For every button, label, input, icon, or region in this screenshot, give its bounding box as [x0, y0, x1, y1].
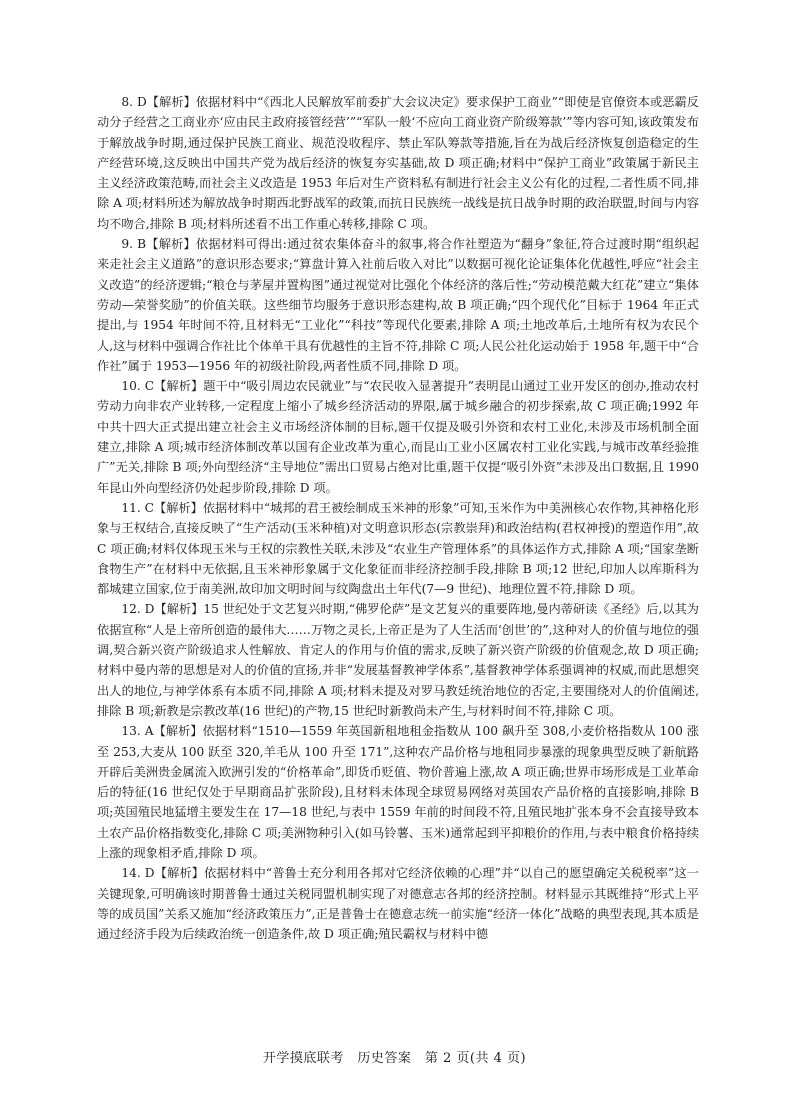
answer-item-14: 14. D【解析】依据材料中“普鲁士充分利用各邦对它经济依赖的心理”并“以自己的愿望确定关税税率”这一关键现象,可明确该时期普鲁士通过关税同盟机制实现了对德意志各邦的经济控制。材料显示其既维持“形式上平等的成员国”关系又施加“经济政策压力”,正是普鲁士在德意志统一前实施“经济一体化”战略的典型表现,其本质是通过经济手段为后续政治统一创造条件,故 D 项正确;殖民霸权与材料中德 [97, 866, 699, 942]
answer-item-11: 11. C【解析】依据材料中“城邦的君王被绘制成玉米神的形象”可知,玉米作为中美洲核心农作物,其神格化形象与王权结合,直接反映了“生产活动(玉米种植)对文明意识形态(宗教崇拜)和政治结构(君权神授)的塑造作用”,故 C 项正确;材料仅体现玉米与王权的宗教性关联,未涉及“农业生产管理体系”的具体运作方式,排除 A 项;“国家垄断食物生产”在材料中无依据,且玉米神形象属于文化象征而非经济控制手段,排除 B 项;12 世纪,印加人以库斯科为都城建立国家,位于南美洲,故印加文明时间与纹陶盘出土年代(7—9 世纪)、地理位置不符,排除 D 项。 [97, 500, 699, 597]
page-footer: 开学摸底联考 历史答案 第 2 页(共 4 页) [262, 1051, 527, 1066]
answer-item-10: 10. C【解析】题干中“吸引周边农民就业”与“农民收入显著提升”表明昆山通过工业开发区的创办,推动农村劳动力向非农产业转移,一定程度上缩小了城乡经济活动的界限,属于城乡融合的初步探索,故 C 项正确;1992 年中共十四大正式提出建立社会主义市场经济体制的目标,题干仅提及吸引外资和农村工业化,未涉及市场机制全面建立,排除 A 项;城市经济体制改革以国有企业改革为重心,而昆山工业小区属农村工业化实践,与城市改革经验推广”无关,排除 B 项;外向型经济“主导地位”需出口贸易占绝对比重,题干仅提“吸引外资”未涉及出口数据,且 1990 年昆山外向型经济仍处起步阶段,排除 D 项。 [97, 379, 699, 495]
answer-content [97, 92, 699, 944]
answer-item-8: 8. D【解析】依据材料中“《西北人民解放军前委扩大会议决定》要求保护工商业”“即使是官僚资本或恶霸反动分子经营之工商业亦‘应由民主政府接管经营’”“军队一般‘不应向工商业资产阶级筹款’”等内容可知,该政策发布于解放战争时期,通过保护民族工商业、规范没收程序、禁止军队筹款等措施,旨在为战后经济恢复创造稳定的生产经营环境,这反映出中国共产党为战后经济的恢复夯实基础,故 D 项正确;材料中“保护工商业”政策属于新民主主义经济政策范畴,而社会主义改造是 1953 年后对生产资料私有制进行社会主义公有化的过程,二者性质不同,排除 A 项;材料所述为解放战争时期西北野战军的政策,而抗日民族统一战线是抗日战争时期的政治联盟,时间与内容均不吻合,排除 B 项;材料所述看不出工作重心转移,排除 C 项。 [97, 95, 699, 231]
answer-item-13: 13. A【解析】依据材料“1510—1559 年英国新租地租金指数从 100 飙升至 308,小麦价格指数从 100 涨至 253,大麦从 100 跃至 320,羊毛从 100 升至 171”,这种农产品价格与地租同步暴涨的现象典型反映了新航路开辟后美洲贵金属流入欧洲引发的“价格革命”,即货币贬值、物价普遍上涨,故 A 项正确;世界市场形成是工业革命后的特征(16 世纪仅处于早期商品扩张阶段),且材料未体现全球贸易网络对英国农产品价格的直接影响,排除 B 项;英国殖民地猛增主要发生在 17—18 世纪,与表中 1559 年前的时间段不符,且殖民地扩张本身不会直接导致本土农产品价格指数变化,排除 C 项;美洲物种引入(如马铃薯、玉米)通常起到平抑粮价的作用,与表中粮食价格持续上涨的现象相矛盾,排除 D 项。 [97, 724, 699, 860]
answer-item-9: 9. B【解析】依据材料可得出:通过贫农集体奋斗的叙事,将合作社塑造为“翻身”象征,符合过渡时期“组织起来走社会主义道路”的意识形态要求;“算盘计算入社前后收入对比”以数据可视化论证集体化优越性,呼应“社会主义改造”的经济逻辑;“粮仓与茅屋并置构图”通过视觉对比强化个体经济的落后性;“劳动模范戴大红花”建立“集体劳动—荣誉奖励”的价值关联。这些细节均服务于意识形态建构,故 B 项正确;“四个现代化”目标于 1964 年正式提出,与 1954 年时间不符,且材料无“工业化”“科技”等现代化要素,排除 A 项;土地改革后,土地所有权为农民个人,这与材料中强调合作社比个体单干具有优越性的主旨不符,排除 C 项;人民公社化运动始于 1958 年,题干中“合作社”属于 1953—1956 年的初级社阶段,两者性质不同,排除 D 项。 [97, 237, 699, 373]
answer-item-12: 12. D【解析】15 世纪处于文艺复兴时期,“佛罗伦萨”是文艺复兴的重要阵地,曼内蒂研读《圣经》后,以其为依据宣称“人是上帝所创造的最伟大……万物之灵长,上帝正是为了人生活而‘创世’的”,这种对人的价值与地位的强调,契合新兴资产阶级追求人性解放、肯定人的作用与价值的需求,反映了新兴资产阶级的价值观念,故 D 项正确;材料中曼内蒂的思想是对人的价值的宣扬,并非“发展基督教神学体系”,基督教神学体系强调神的权威,而此思想突出人的地位,与神学体系有本质不同,排除 A 项;材料未提及对罗马教廷统治地位的否定,主要围绕对人的价值阐述,排除 B 项;新教是宗教改革(16 世纪)的产物,15 世纪时新教尚未产生,与材料时间不符,排除 C 项。 [97, 602, 699, 718]
